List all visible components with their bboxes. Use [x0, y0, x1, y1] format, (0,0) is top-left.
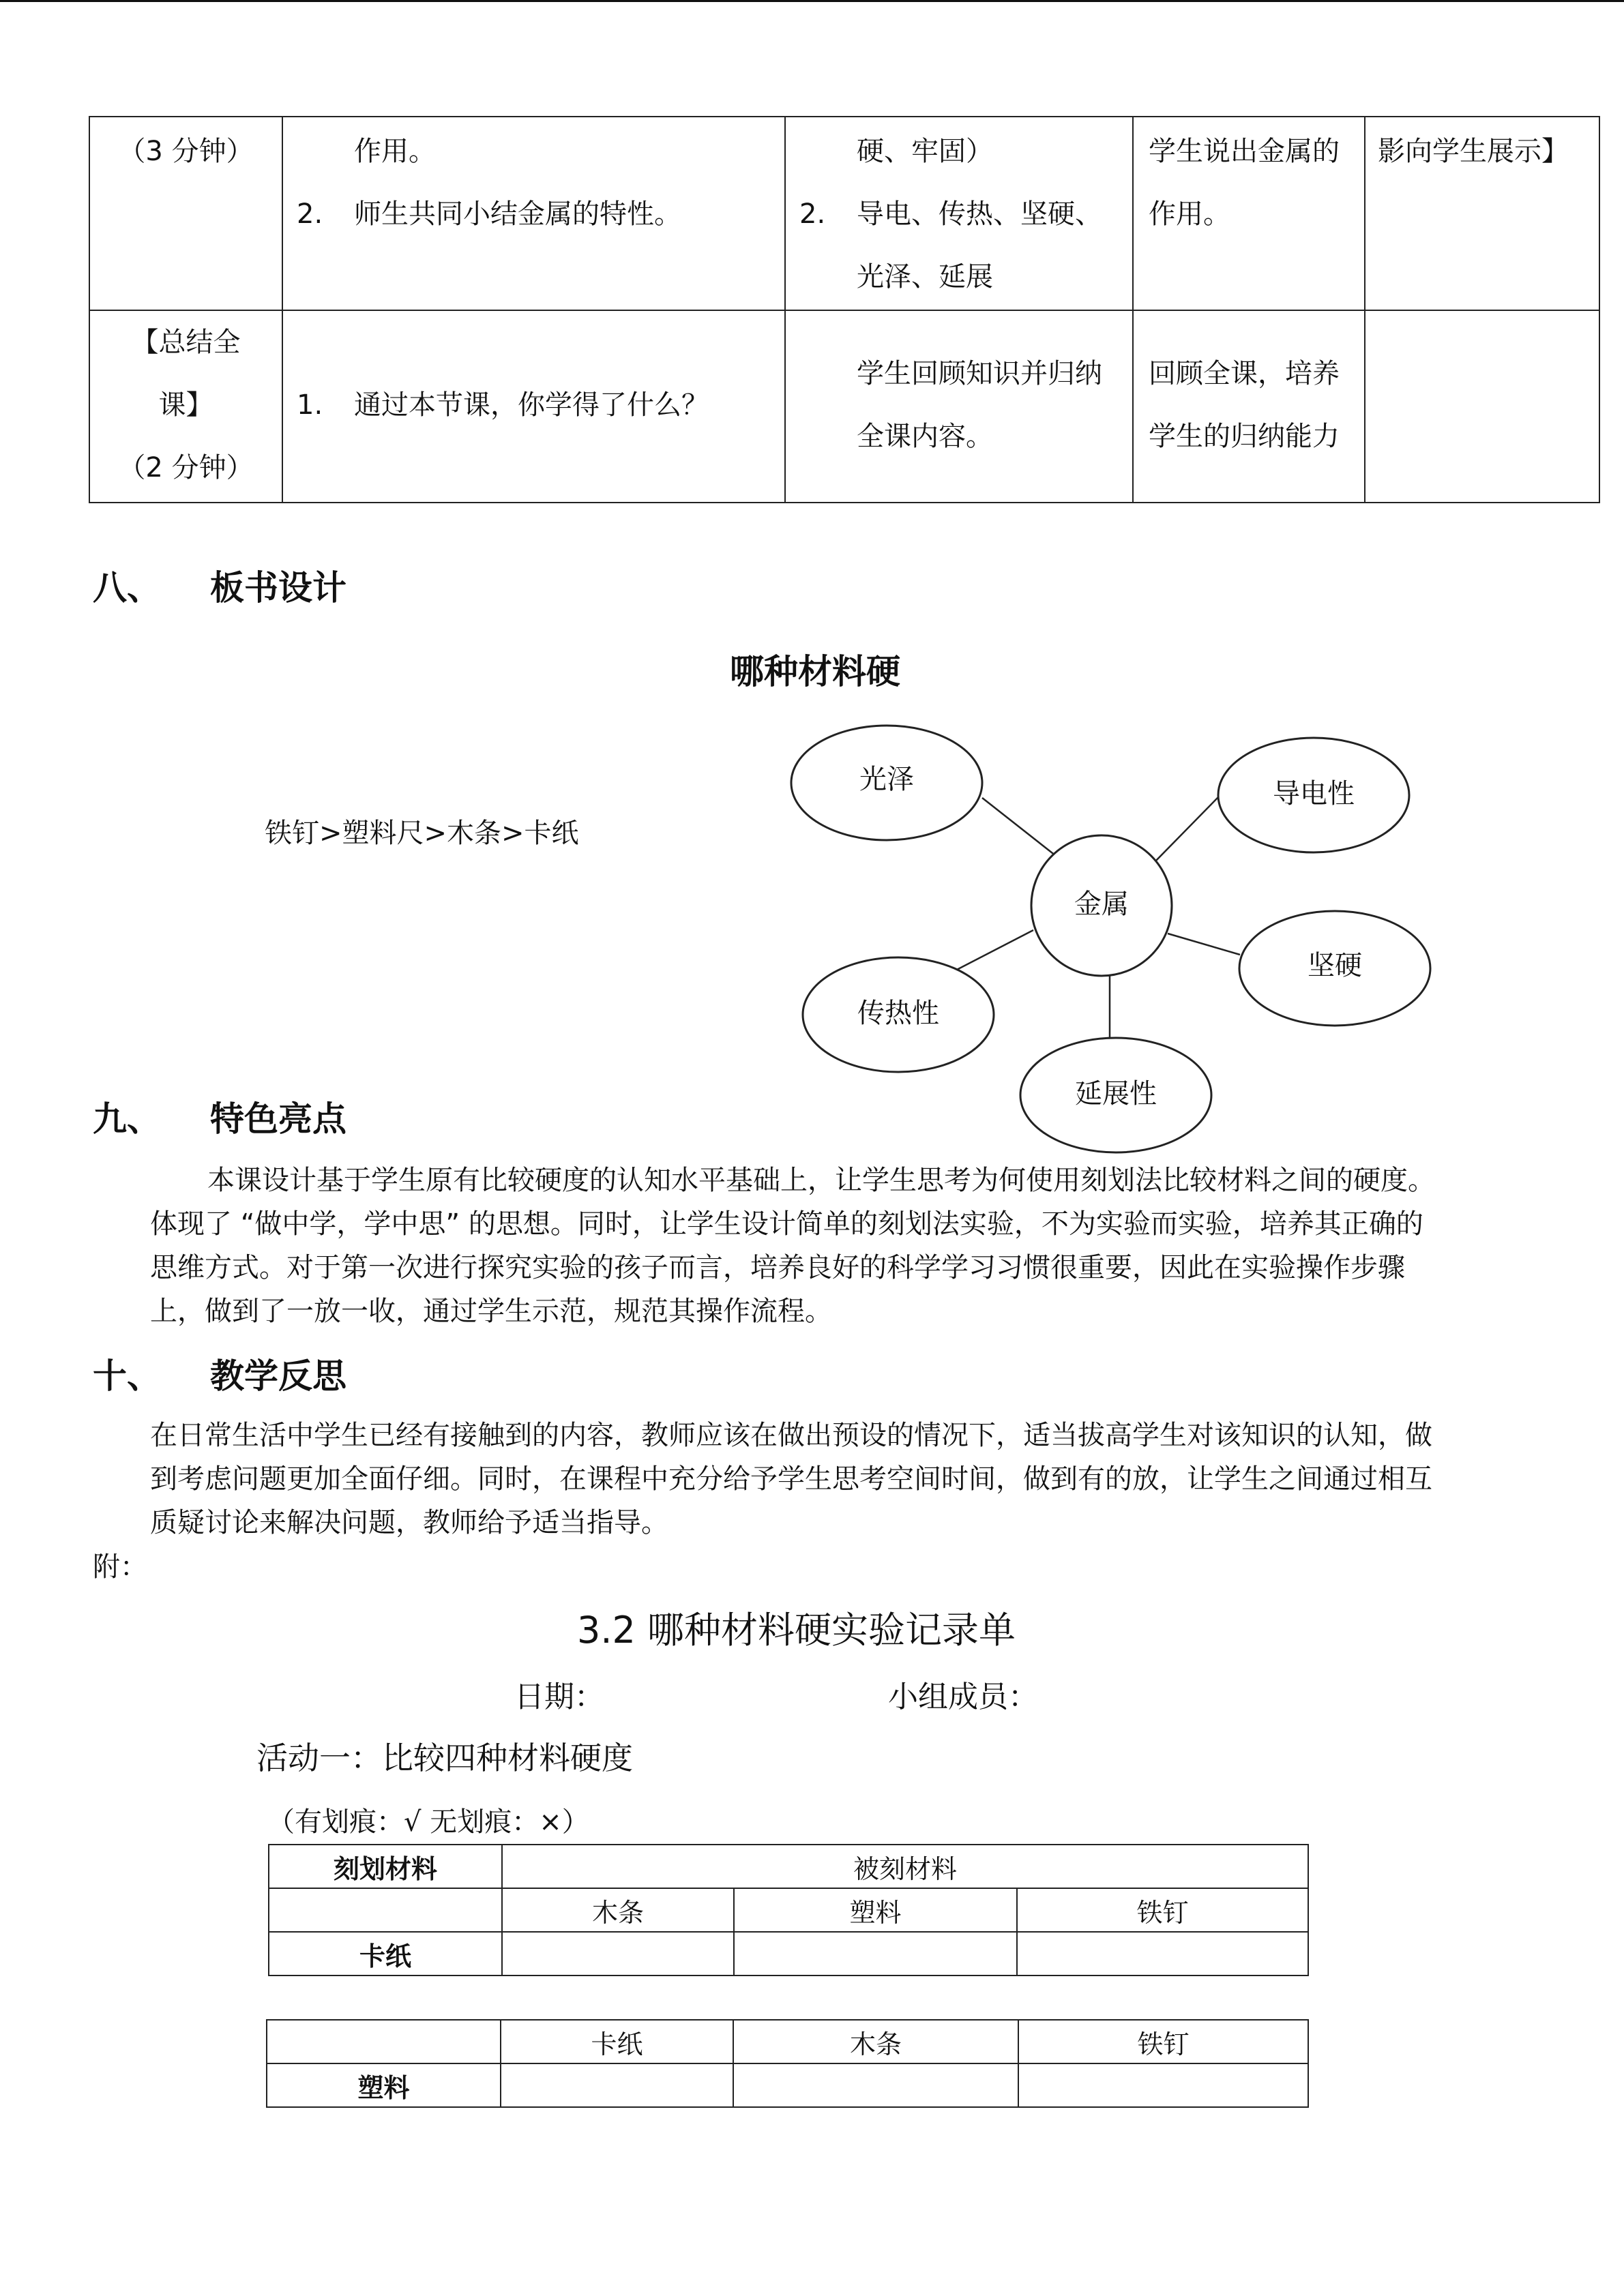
intent-line: 学生的归纳能力	[1149, 421, 1340, 452]
table-row	[267, 2063, 1308, 2107]
record-sheet-title: 3.2 哪种材料硬实验记录单	[577, 1609, 1016, 1652]
column-header: 塑料	[734, 1888, 1017, 1932]
activity-title: 活动一：比较四种材料硬度	[256, 1740, 633, 1776]
result-cell[interactable]	[1018, 2063, 1308, 2107]
section-title: 教学反思	[210, 1356, 346, 1396]
empty-cell	[269, 1888, 502, 1932]
list-item: 学生回顾知识并归纳	[857, 358, 1102, 389]
list-item: 光泽、延展	[857, 261, 993, 293]
list-item: 2. 导电、传热、坚硬、	[799, 198, 1102, 230]
mindmap-node-label: 坚硬	[1308, 950, 1362, 981]
list-item: 硬、牢固）	[857, 136, 993, 167]
reflection-paragraph	[150, 1414, 1582, 1545]
row-label: 塑料	[267, 2063, 501, 2107]
section-number: 十、	[93, 1356, 161, 1396]
table-row	[269, 1932, 1308, 1976]
result-cell[interactable]	[733, 2063, 1018, 2107]
column-header: 被刻材料	[502, 1845, 1308, 1888]
result-cell[interactable]	[1017, 1932, 1308, 1976]
table-row	[267, 2020, 1308, 2063]
table-row	[269, 1845, 1308, 1888]
column-header: 铁钉	[1017, 1888, 1308, 1932]
mindmap-edge	[1154, 794, 1221, 863]
stage-line: 【总结全	[131, 327, 241, 358]
intent-line: 作用。	[1149, 198, 1230, 230]
mindmap-edge	[982, 798, 1056, 856]
result-cell[interactable]	[734, 1932, 1017, 1976]
stage-line: （2 分钟）	[118, 452, 254, 483]
table-row	[269, 1888, 1308, 1932]
result-cell[interactable]	[501, 2063, 733, 2107]
mindmap-edge	[1168, 934, 1240, 955]
mindmap-node-label: 延展性	[1075, 1078, 1157, 1109]
result-cell[interactable]	[502, 1932, 734, 1976]
column-header: 木条	[502, 1888, 734, 1932]
mindmap-center-label: 金属	[1074, 889, 1129, 920]
record-table-cardboard	[268, 1844, 1309, 1976]
date-label: 日期：	[514, 1680, 604, 1714]
scratch-legend: （有划痕：√ 无划痕：×）	[267, 1806, 589, 1838]
group-members-label: 小组成员：	[888, 1680, 1038, 1714]
paragraph-line: 上，做到了一放一收，通过学生示范，规范其操作流程。	[150, 1296, 832, 1327]
section-title: 特色亮点	[210, 1099, 346, 1139]
column-header: 木条	[733, 2020, 1018, 2063]
mindmap-node-label: 导电性	[1273, 778, 1355, 809]
column-header: 卡纸	[501, 2020, 733, 2063]
column-header: 刻划材料	[269, 1845, 502, 1888]
paragraph-line: 质疑讨论来解决问题，教师给予适当指导。	[150, 1507, 668, 1538]
mindmap-node-label: 光泽	[859, 764, 914, 795]
record-table-plastic	[266, 2019, 1309, 2108]
intent-line: 回顾全课，培养	[1149, 358, 1340, 389]
section-10-heading	[93, 1349, 346, 1398]
paragraph-line: 体现了 “做中学，学中思” 的思想。同时，让学生设计简单的刻划法实验，不为实验而实验，培养其正确的	[150, 1208, 1423, 1240]
column-header: 铁钉	[1018, 2020, 1308, 2063]
board-title: 哪种材料硬	[730, 652, 900, 691]
stage-line: （3 分钟）	[118, 136, 254, 167]
paragraph-line: 在日常生活中学生已经有接触到的内容，教师应该在做出预设的情况下，适当拔高学生对该知识的认知，做	[150, 1420, 1432, 1451]
mindmap-node-label: 传热性	[857, 998, 939, 1029]
list-item: 全课内容。	[857, 421, 993, 452]
paragraph-line: 到考虑问题更加全面仔细。同时，在课程中充分给予学生思考空间时间，做到有的放，让学生之间通过相互	[150, 1463, 1432, 1495]
list-item: 2. 师生共同小结金属的特性。	[297, 198, 681, 230]
list-item: 1. 通过本节课，你学得了什么？	[297, 389, 709, 421]
section-number: 八、	[93, 568, 161, 608]
highlights-paragraph	[150, 1159, 1582, 1333]
mindmap-edge	[953, 930, 1033, 972]
empty-cell	[267, 2020, 501, 2063]
row-label: 卡纸	[269, 1932, 502, 1976]
section-title: 板书设计	[210, 568, 346, 608]
intent-line: 学生说出金属的	[1149, 136, 1340, 167]
resources-line: 影向学生展示】	[1378, 136, 1569, 167]
section-number: 九、	[93, 1099, 161, 1139]
stage-line: 课】	[158, 389, 213, 421]
hardness-order-text: 铁钉>塑料尺>木条>卡纸	[265, 818, 579, 849]
section-9-heading	[93, 1092, 346, 1141]
paragraph-line: 思维方式。对于第一次进行探究实验的孩子而言，培养良好的科学学习习惯很重要，因此在实验操作步骤	[150, 1252, 1405, 1283]
paragraph-line: 本课设计基于学生原有比较硬度的认知水平基础上，让学生思考为何使用刻划法比较材料之间的硬度。	[207, 1165, 1435, 1196]
appendix-label: 附：	[93, 1551, 147, 1583]
list-item: 作用。	[354, 136, 436, 167]
